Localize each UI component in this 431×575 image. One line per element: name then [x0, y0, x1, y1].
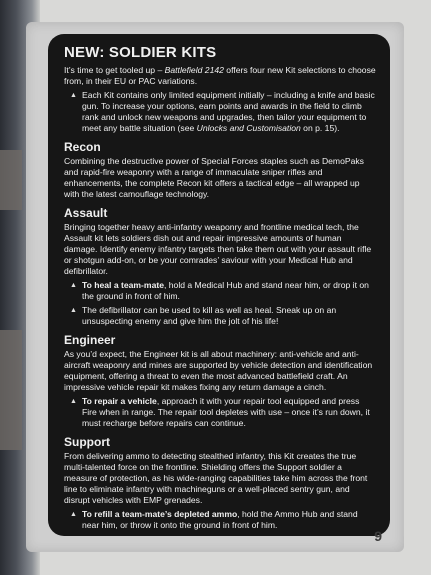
intro-bullet: ▲ Each Kit contains only limited equipment initially – including a knife and basic gun. To increase your options, earn points and awards in the field to climb rank and unlock new weapons and upgrades, then tailor your equipment to meet any battle situation (see Unlocks and Customisation on p. 15).	[70, 90, 375, 133]
engineer-paragraph: As you’d expect, the Engineer kit is all about machinery: anti-vehicle and anti-aircraft weaponry and mines are supported by vehicle detection and identification equipment, offering a threat to even the most advanced battlefield craft. An impressive vehicle repair kit makes fixing any return damage a cinch.	[64, 349, 373, 392]
support-heading: Support	[64, 435, 110, 449]
triangle-bullet-icon: ▲	[70, 307, 77, 314]
assault-bullet-heal: ▲ To heal a team-mate, hold a Medical Hub and stand near him, or drop it on the ground in front of him.	[70, 280, 369, 301]
engineer-bullet-repair: ▲ To repair a vehicle, approach it with your repair tool equipped and press Fire when in range. The repair tool depletes with use – once it’s run down, it must recharge before repairs can continue.	[70, 396, 370, 428]
spine-shadow	[0, 150, 22, 210]
triangle-bullet-icon: ▲	[70, 511, 77, 518]
assault-paragraph: Bringing together heavy anti-infantry weaponry and frontline medical tech, the Assault kit lets soldiers dish out and repair impressive amounts of human damage. Identify enemy infantry targets then take them out with your assault rifle or shotgun add-on, or be your comrades’ saviour with your Medical Hub and defibrillator.	[64, 222, 372, 276]
assault-bullet-defib: ▲ The defibrillator can be used to kill as well as heal. Sneak up on an unsuspecting enemy and give him the jolt of his life!	[70, 305, 337, 326]
page-number: 9	[374, 528, 382, 544]
triangle-bullet-icon: ▲	[70, 282, 77, 289]
assault-heading: Assault	[64, 206, 108, 220]
game-title: Battlefield 2142	[164, 65, 224, 75]
spine-shadow	[0, 330, 22, 450]
triangle-bullet-icon: ▲	[70, 92, 77, 99]
recon-heading: Recon	[64, 140, 101, 154]
support-paragraph: From delivering ammo to detecting stealthed infantry, this Kit creates the true multi-talented force on the frontline. Shielding offers the Support soldier a measure of protection, as his wide-ranging capabilities take him across the front line to eliminate infantry with machineguns or a well-placed sentry gun, and disrupt vehicles with EMP grenades.	[64, 451, 368, 505]
recon-paragraph: Combining the destructive power of Special Forces staples such as DemoPaks and rapid-fire weaponry with a range of immaculate sniper rifles and enhancements, the complete Recon kit offers a tactical edge – all wrapped up with the latest camouflage technology.	[64, 156, 364, 199]
intro-paragraph: It’s time to get tooled up – Battlefield 2142 offers four new Kit selections to choose from, in their EU or PAC variations.	[64, 65, 376, 86]
cross-reference: Unlocks and Customisation	[196, 123, 301, 133]
soldier-kits-panel	[48, 34, 390, 536]
support-bullet-ammo: ▲ To refill a team-mate’s depleted ammo, hold the Ammo Hub and stand near him, or throw it onto the ground in front of him.	[70, 509, 358, 530]
engineer-heading: Engineer	[64, 333, 116, 347]
page-title: NEW: SOLDIER KITS	[64, 44, 217, 61]
triangle-bullet-icon: ▲	[70, 398, 77, 405]
manual-page	[26, 22, 404, 552]
